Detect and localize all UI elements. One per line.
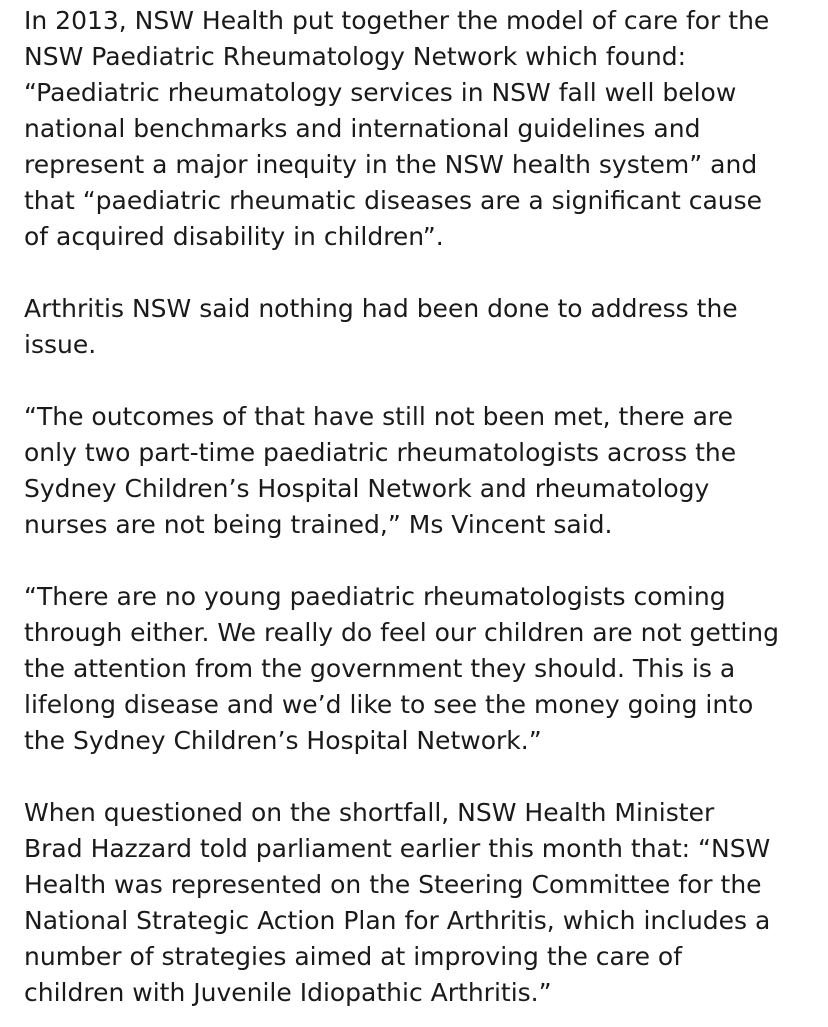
paragraph-vincent-quote-outcomes <box>24 399 804 543</box>
text-line: Health was represented on the Steering Committee for the <box>24 870 762 899</box>
text-line: Arthritis NSW said nothing had been done to address the <box>24 294 738 323</box>
text-line: “There are no young paediatric rheumatologists coming <box>24 582 726 611</box>
text-line: National Strategic Action Plan for Arthritis, which includes a <box>24 906 771 935</box>
text-line: lifelong disease and we’d like to see the money going into <box>24 690 754 719</box>
text-line: national benchmarks and international guidelines and <box>24 114 701 143</box>
paragraph-health-minister-response <box>24 795 804 1011</box>
text-line: the attention from the government they should. This is a <box>24 654 736 683</box>
text-line: “The outcomes of that have still not been met, there are <box>24 402 733 431</box>
text-line: NSW Paediatric Rheumatology Network which found: <box>24 42 686 71</box>
text-line: nurses are not being trained,” Ms Vincent said. <box>24 510 613 539</box>
text-line: Brad Hazzard told parliament earlier this month that: “NSW <box>24 834 771 863</box>
text-line: represent a major inequity in the NSW health system” and <box>24 150 758 179</box>
text-line: of acquired disability in children”. <box>24 222 444 251</box>
text-line: number of strategies aimed at improving the care of <box>24 942 683 971</box>
text-line: When questioned on the shortfall, NSW Health Minister <box>24 798 715 827</box>
text-line: In 2013, NSW Health put together the model of care for the <box>24 6 770 35</box>
text-line: the Sydney Children’s Hospital Network.” <box>24 726 542 755</box>
text-line: Sydney Children’s Hospital Network and rheumatology <box>24 474 710 503</box>
paragraph-vincent-quote-no-young-rheumatologists <box>24 579 804 759</box>
text-line: through either. We really do feel our children are not getting <box>24 618 780 647</box>
text-line: children with Juvenile Idiopathic Arthritis.” <box>24 978 552 1007</box>
text-line: issue. <box>24 330 97 359</box>
paragraph-nsw-health-model-of-care <box>24 3 804 255</box>
text-line: “Paediatric rheumatology services in NSW fall well below <box>24 78 737 107</box>
paragraph-arthritis-nsw-statement <box>24 291 804 363</box>
text-line: only two part-time paediatric rheumatologists across the <box>24 438 737 467</box>
text-line: that “paediatric rheumatic diseases are a significant cause <box>24 186 763 215</box>
